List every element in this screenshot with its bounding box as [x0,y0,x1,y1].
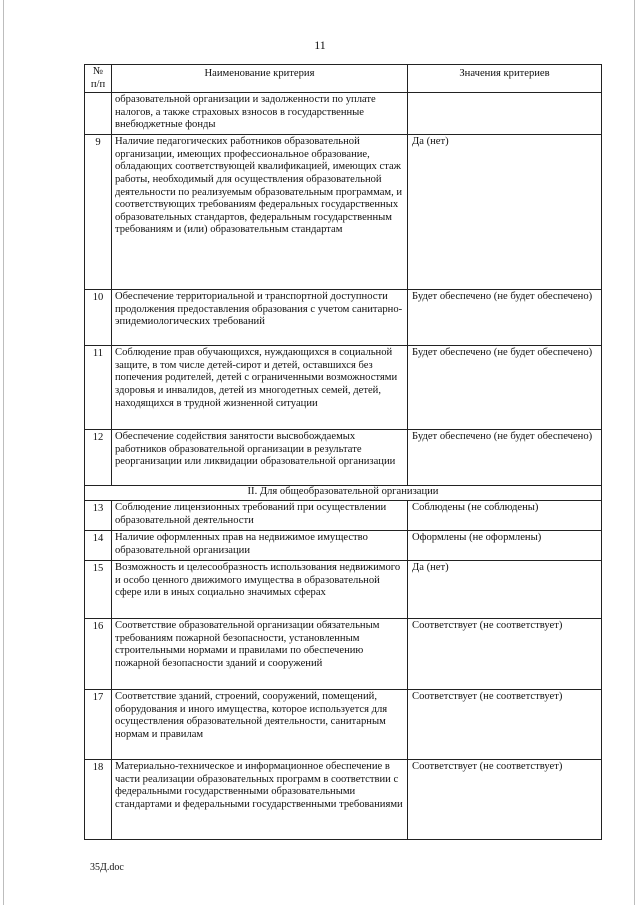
row-number: 14 [85,531,112,561]
row-criterion-name: Соблюдение прав обучающихся, нуждающихся в социальной защите, в том числе детей-сирот и детей, оставшихся без попечения родителей, детей с ограниченными возможностями здоровья и инвалидов, детей из многодетных семей, детей, находящихся в трудной жизненной ситуации [112,346,408,430]
row-criterion-name: Соблюдение лицензионных требований при осуществлении образовательной деятельности [112,501,408,531]
row-number: 12 [85,430,112,486]
row-number: 16 [85,619,112,690]
row-criterion-name: Возможность и целесообразность использования недвижимого и особо ценного движимого имущества в образовательной сфере или в иных социально значимых сферах [112,561,408,619]
table-row [85,135,602,290]
row-number: 18 [85,760,112,840]
scan-edge-right [634,0,635,905]
row-criterion-value [408,93,602,135]
row-criterion-value: Будет обеспечено (не будет обеспечено) [408,346,602,430]
table-header-row [85,65,602,93]
table-row [85,561,602,619]
table-row [85,346,602,430]
row-number: 10 [85,290,112,346]
row-criterion-value: Соответствует (не соответствует) [408,690,602,760]
table-row [85,430,602,486]
row-criterion-name: Соответствие зданий, строений, сооружений, помещений, оборудования и иного имущества, которое используется для осуществления образовательной деятельности, санитарным нормам и правилам [112,690,408,760]
header-number: № п/п [85,65,112,93]
header-criterion-value: Значения критериев [408,65,602,93]
scan-edge-left [3,0,4,905]
section-title: II. Для общеобразовательной организации [85,486,602,501]
row-number: 15 [85,561,112,619]
row-number: 9 [85,135,112,290]
table-row [85,501,602,531]
row-criterion-name: Соответствие образовательной организации обязательным требованиям пожарной безопасности, установленным строительными нормами и правилами по обеспечению пожарной безопасности зданий и сооружений [112,619,408,690]
row-criterion-value: Будет обеспечено (не будет обеспечено) [408,430,602,486]
row-number: 13 [85,501,112,531]
row-criterion-name: Наличие педагогических работников образовательной организации, имеющих профессиональное образование, обладающих соответствующей квалификацией, имеющих стаж работы, необходимый для осуществления образовательной деятельности по реализуемым образовательным программам, и соответствующих требованиям федеральных государственных образовательных стандартов, федеральным государственным требованиям и (или) образовательным стандартам [112,135,408,290]
page-number: 11 [314,38,326,52]
table-row [85,290,602,346]
row-criterion-name: Наличие оформленных прав на недвижимое имущество образовательной организации [112,531,408,561]
row-criterion-name: Обеспечение территориальной и транспортной доступности продолжения предоставления образования с учетом санитарно-эпидемиологических требований [112,290,408,346]
table-row [85,619,602,690]
row-number [85,93,112,135]
table-row [85,93,602,135]
document-filename: 35Д.doc [90,862,124,873]
row-criterion-value: Да (нет) [408,135,602,290]
row-criterion-value: Будет обеспечено (не будет обеспечено) [408,290,602,346]
row-criterion-value: Оформлены (не оформлены) [408,531,602,561]
row-criterion-value: Соответствует (не соответствует) [408,619,602,690]
row-number: 11 [85,346,112,430]
row-criterion-name: Материально-техническое и информационное обеспечение в части реализации образовательных программ в соответствии с федеральными государственными образовательными стандартами и федеральными государственными требованиями [112,760,408,840]
row-criterion-name: Обеспечение содействия занятости высвобождаемых работников образовательной организации в результате реорганизации или ликвидации образовательной организации [112,430,408,486]
table-row [85,531,602,561]
criteria-table [84,64,602,840]
table-row [85,760,602,840]
table-row [85,690,602,760]
header-criterion-name: Наименование критерия [112,65,408,93]
row-criterion-value: Да (нет) [408,561,602,619]
row-criterion-name: образовательной организации и задолженности по уплате налогов, а также страховых взносов в государственные внебюджетные фонды [112,93,408,135]
section-row [85,486,602,501]
row-criterion-value: Соответствует (не соответствует) [408,760,602,840]
row-number: 17 [85,690,112,760]
row-criterion-value: Соблюдены (не соблюдены) [408,501,602,531]
